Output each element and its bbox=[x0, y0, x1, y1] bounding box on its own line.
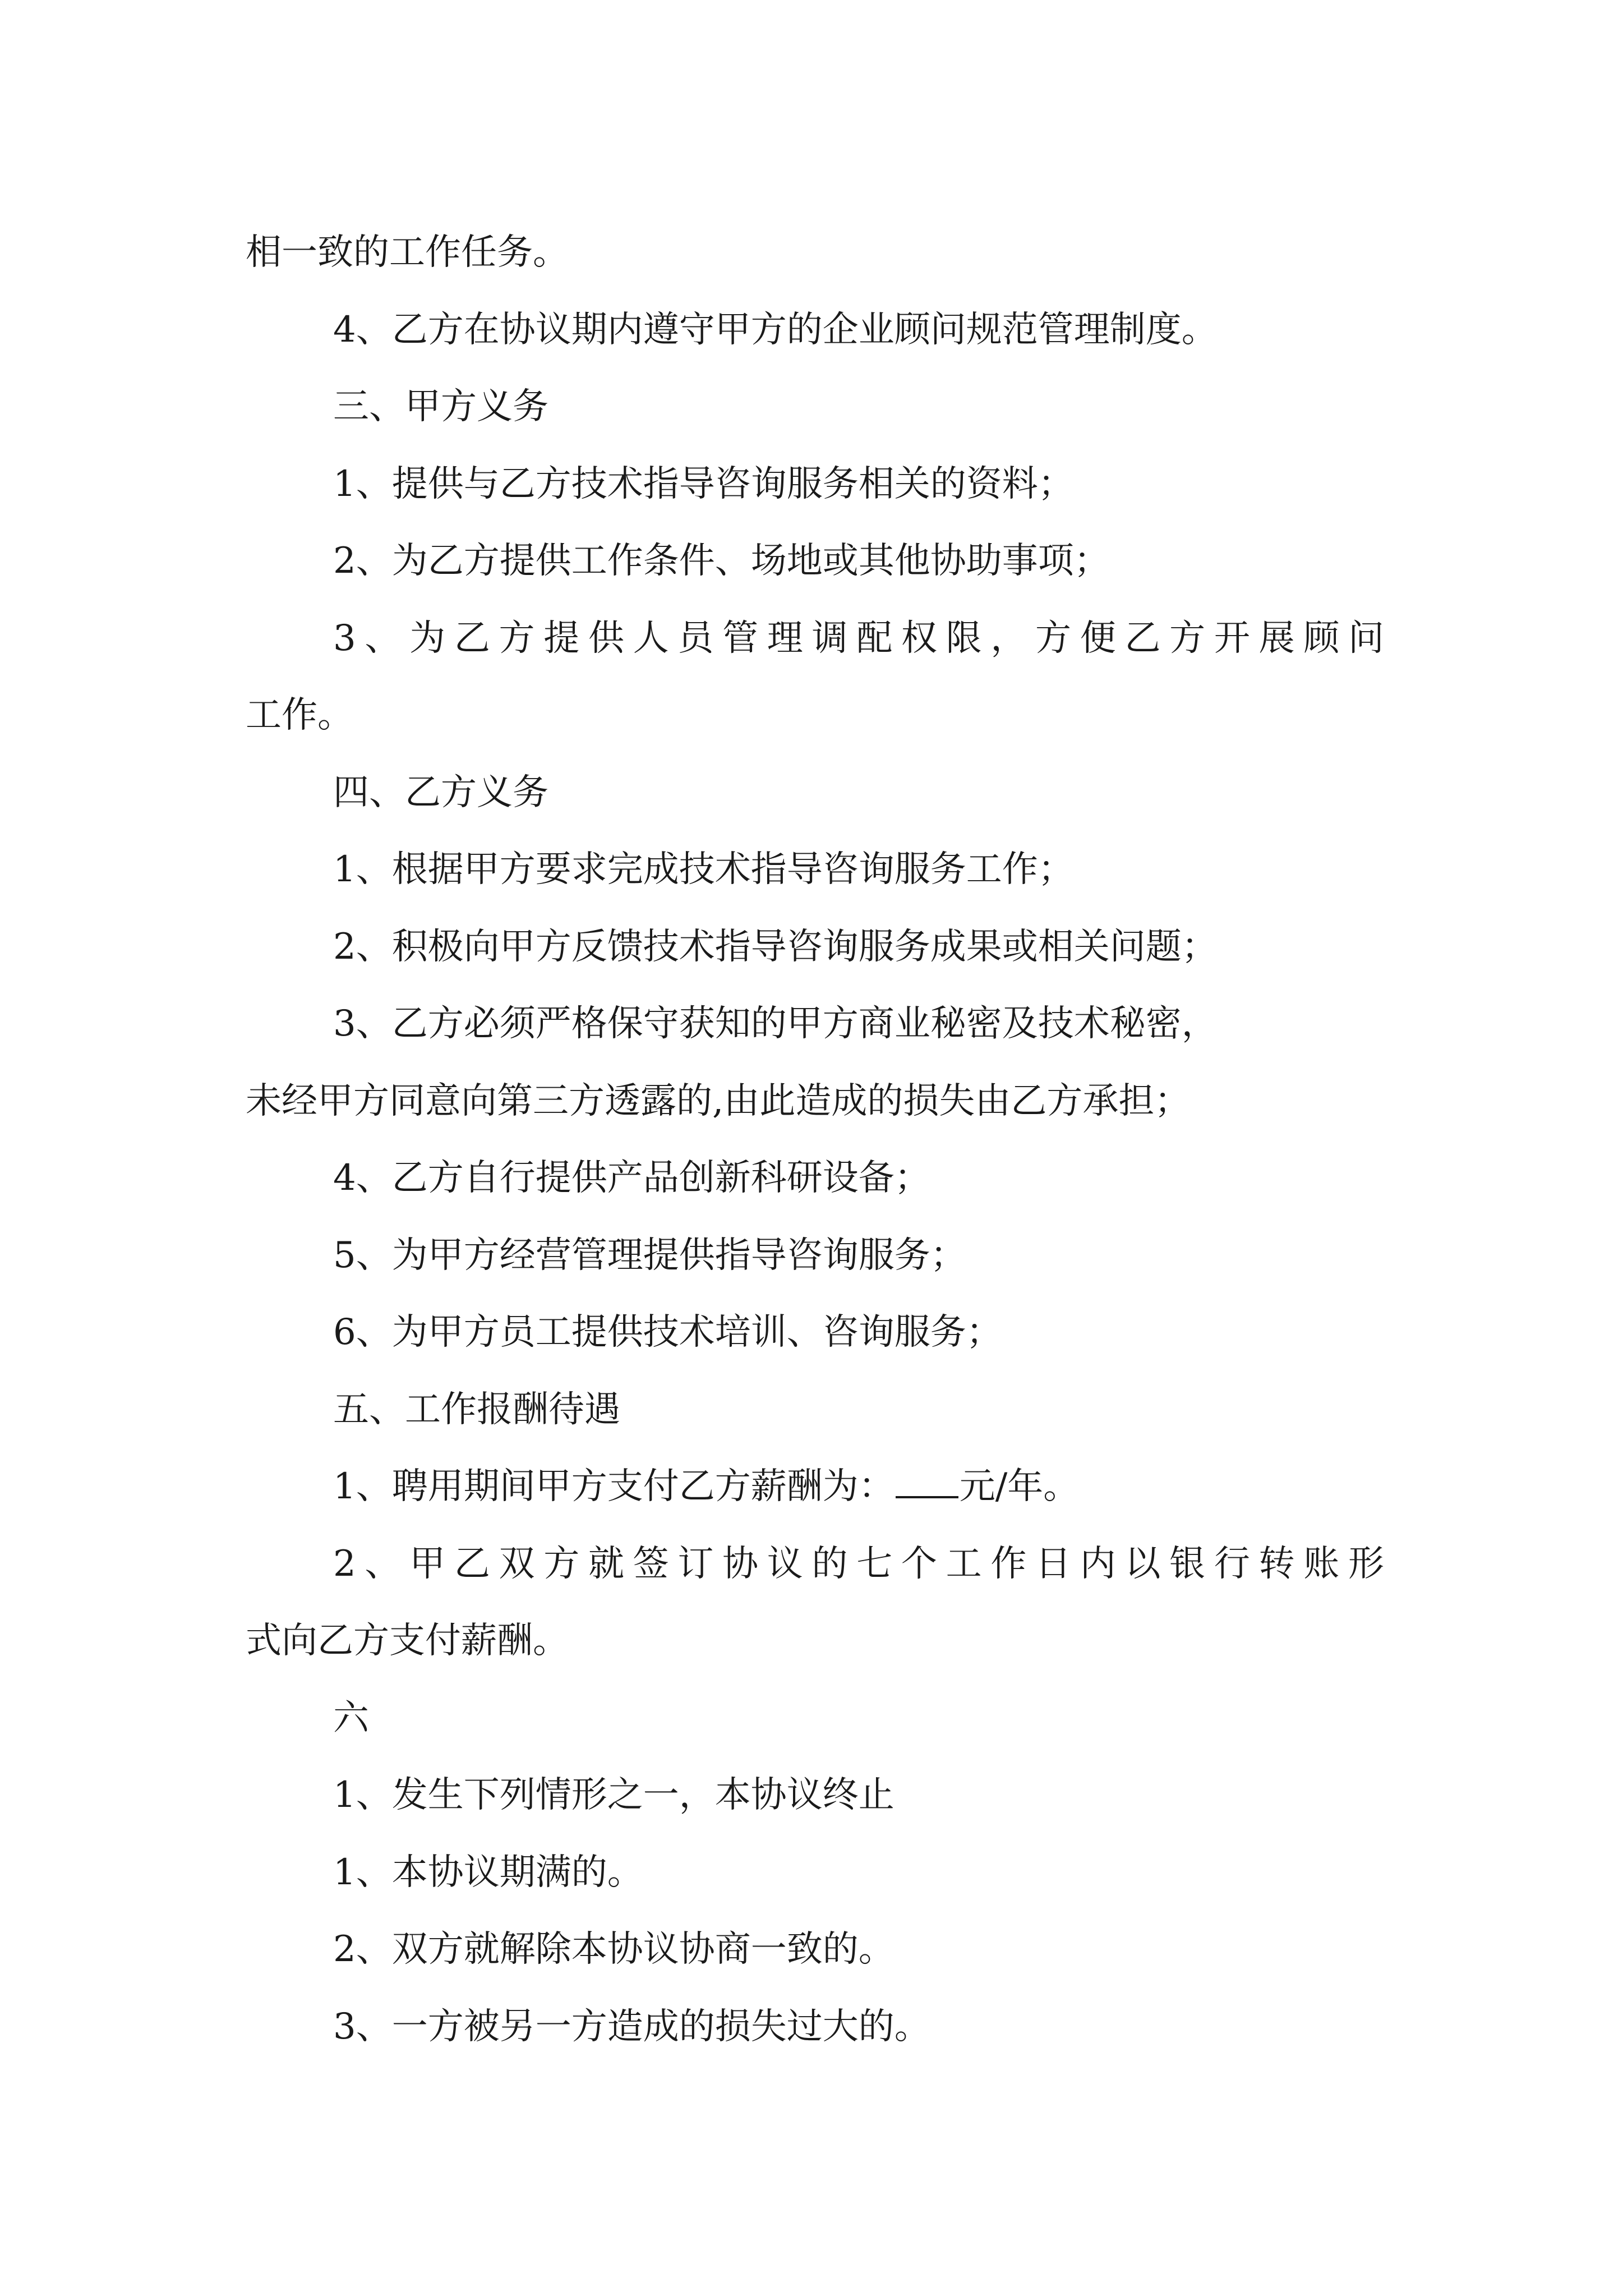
section-heading: 三、甲方义务 bbox=[333, 386, 548, 427]
salary-line-prefix: 1、聘用期间甲方支付乙方薪酬为： bbox=[333, 1466, 895, 1507]
paragraph-line: 式向乙方支付薪酬。 bbox=[246, 1620, 569, 1662]
paragraph-line: 工作。 bbox=[246, 694, 353, 736]
section-heading: 五、工作报酬待遇 bbox=[333, 1388, 620, 1430]
paragraph-line: 1、发生下列情形之一，本协议终止 bbox=[333, 1774, 895, 1816]
section-heading: 四、乙方义务 bbox=[333, 771, 548, 813]
paragraph-line: 未经甲方同意向第三方透露的,由此造成的损失由乙方承担； bbox=[246, 1080, 1191, 1122]
paragraph-line: 2、为乙方提供工作条件、场地或其他协助事项； bbox=[333, 540, 1110, 582]
paragraph-line: 4、乙方在协议期内遵守甲方的企业顾问规范管理制度。 bbox=[333, 309, 1218, 351]
paragraph-line: 2、双方就解除本协议协商一致的。 bbox=[333, 1929, 895, 1970]
salary-line bbox=[246, 1448, 1384, 1526]
salary-line-suffix: 元/年。 bbox=[959, 1466, 1080, 1507]
paragraph-line: 2、积极向甲方反馈技术指导咨询服务成果或相关问题； bbox=[333, 926, 1218, 968]
paragraph-line: 1、本协议期满的。 bbox=[333, 1851, 643, 1893]
paragraph-line: 3、一方被另一方造成的损失过大的。 bbox=[333, 2005, 930, 2047]
paragraph-line: 5、为甲方经营管理提供指导咨询服务； bbox=[333, 1234, 966, 1276]
section-heading: 六 bbox=[333, 1697, 369, 1739]
paragraph-line: 6、为甲方员工提供技术培训、咨询服务； bbox=[333, 1312, 1002, 1353]
salary-amount-blank bbox=[896, 1466, 958, 1498]
paragraph-line: 相一致的工作任务。 bbox=[246, 232, 569, 273]
paragraph-line: 3、乙方必须严格保守获知的甲方商业秘密及技术秘密， bbox=[333, 1003, 1218, 1045]
document-body bbox=[246, 214, 1384, 2065]
paragraph-line: 3、为乙方提供人员管理调配权限，方便乙方开展顾问 bbox=[333, 617, 1384, 659]
paragraph-line: 1、根据甲方要求完成技术指导咨询服务工作； bbox=[333, 849, 1074, 890]
paragraph-line: 4、乙方自行提供产品创新科研设备； bbox=[333, 1157, 930, 1199]
paragraph-line: 2、甲乙双方就签订协议的七个工作日内以银行转账形 bbox=[333, 1543, 1384, 1585]
paragraph-line: 1、提供与乙方技术指导咨询服务相关的资料； bbox=[333, 463, 1074, 505]
